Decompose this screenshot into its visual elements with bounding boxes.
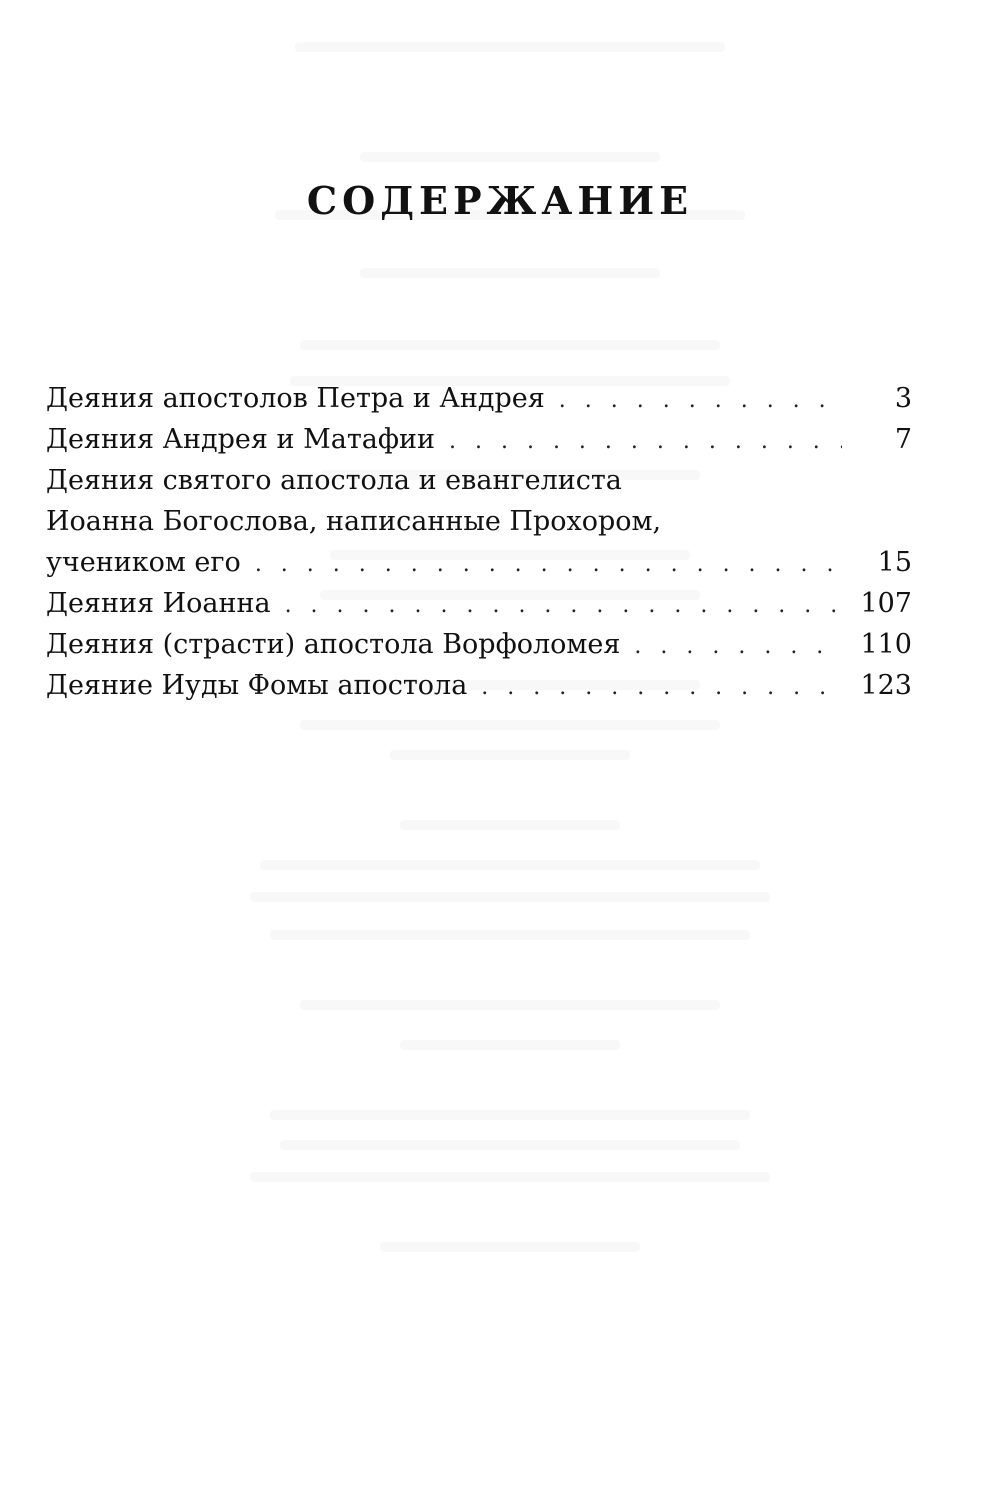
toc-entry[interactable] — [46, 378, 912, 419]
dot-leader — [285, 585, 842, 626]
toc-entry-line-final — [46, 583, 912, 624]
toc-entry-title: Деяния Иоанна — [46, 588, 271, 619]
toc-page-number: 107 — [860, 588, 912, 619]
toc-entry-title: Деяния (страсти) апостола Ворфоломея — [46, 629, 621, 660]
toc-entry-title: Деяния Андрея и Матафии — [46, 424, 435, 455]
dot-leader — [634, 626, 842, 667]
toc-entry-line — [46, 501, 912, 542]
toc-entry[interactable] — [46, 624, 912, 665]
toc-entry[interactable] — [46, 583, 912, 624]
toc-page-number: 15 — [877, 547, 912, 578]
toc-entry-title: учеником его — [46, 547, 241, 578]
toc-entry-title: Деяния апостолов Петра и Андрея — [46, 383, 545, 414]
toc-entry-line-final — [46, 665, 912, 706]
toc-entry-line-final — [46, 378, 912, 419]
toc-entry[interactable] — [46, 419, 912, 460]
toc-page-number: 110 — [860, 629, 912, 660]
toc-entry-line — [46, 460, 912, 501]
toc-entry-title: Иоанна Богослова, написанные Прохором, — [46, 506, 662, 537]
dot-leader — [559, 380, 842, 421]
dot-leader — [481, 667, 842, 708]
toc-entry-line-final — [46, 624, 912, 665]
toc-page-number: 123 — [860, 670, 912, 701]
toc-page-number: 3 — [894, 383, 912, 414]
dot-leader — [449, 421, 842, 462]
toc-entry-title: Деяние Иуды Фомы апостола — [46, 670, 468, 701]
toc-entry-line-final — [46, 419, 912, 460]
toc-page-number: 7 — [894, 424, 912, 455]
contents-title: СОДЕРЖАНИЕ — [306, 178, 694, 223]
toc-entry-line-final — [46, 542, 912, 583]
table-of-contents — [46, 378, 912, 706]
toc-entry[interactable] — [46, 665, 912, 706]
toc-entry[interactable] — [46, 460, 912, 583]
toc-entry-title: Деяния святого апостола и евангелиста — [46, 465, 622, 496]
dot-leader — [255, 544, 842, 585]
